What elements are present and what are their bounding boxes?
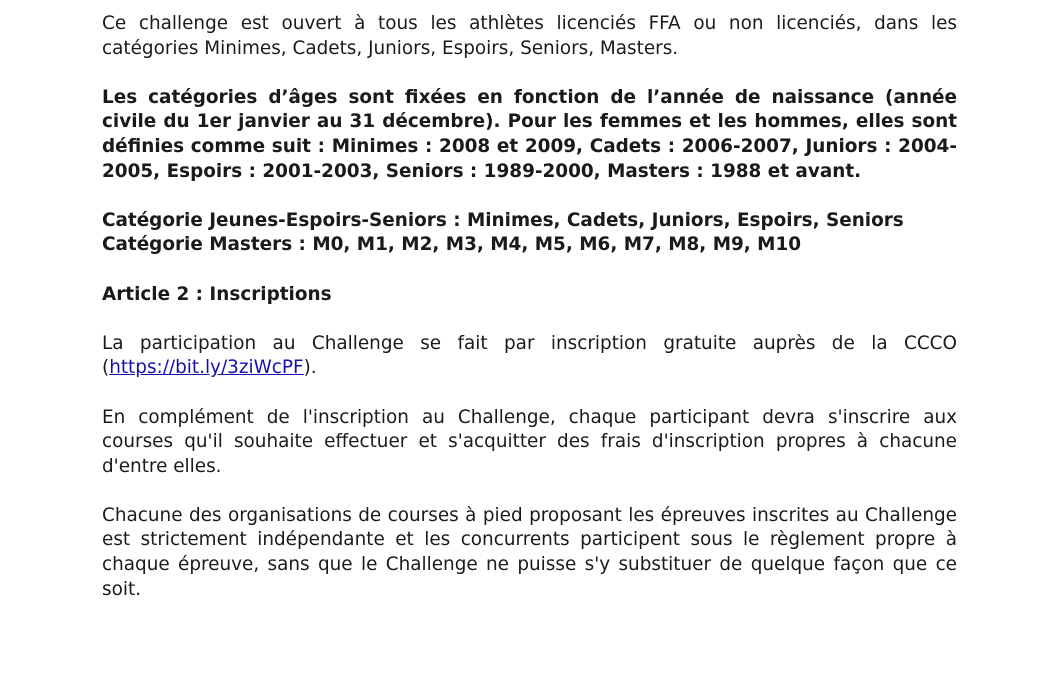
document-page (102, 12, 957, 627)
paragraph-category-youth-seniors: Catégorie Jeunes-Espoirs-Seniors : Minimes, Cadets, Juniors, Espoirs, Seniors (102, 209, 904, 231)
section-heading-inscriptions: Article 2 : Inscriptions (102, 283, 332, 305)
paragraph-category-masters: Catégorie Masters : M0, M1, M2, M3, M4, M5, M6, M7, M8, M9, M10 (102, 234, 802, 256)
paragraph-age-categories: Les catégories d’âges sont fixées en fonction de l’année de naissance (année civile du 1er janvier au 31 décembre). Pour les femmes et les hommes, elles sont définies comme suit : Minimes : 2008 et 2009, Cadets : 2006-2007, Juniors : 2004-2005, Espoirs : 2001-2003, Seniors : 1989-2000, Masters : 1988 et avant. (102, 86, 957, 182)
registration-text-before: La participation au Challenge se fait par inscription gratuite auprès de la CCCO ( (102, 332, 957, 379)
registration-text-after: ). (303, 357, 317, 379)
registration-link[interactable]: https://bit.ly/3ziWcPF (109, 357, 304, 379)
paragraph-race-registration: En complément de l'inscription au Challenge, chaque participant devra s'inscrire aux courses qu'il souhaite effectuer et s'acquitter des frais d'inscription propres à chacune d'entre elles. (102, 406, 957, 477)
paragraph-organizations: Chacune des organisations de courses à pied proposant les épreuves inscrites au Challenge est strictement indépendante et les concurrents participent sous le règlement propre à chaque épreuve, sans que le Challenge ne puisse s'y substituer de quelque façon que ce soit. (102, 504, 957, 600)
paragraph-eligibility: Ce challenge est ouvert à tous les athlètes licenciés FFA ou non licenciés, dans les catégories Minimes, Cadets, Juniors, Espoirs, Seniors, Masters. (102, 13, 957, 59)
paragraph-registration (102, 332, 957, 381)
